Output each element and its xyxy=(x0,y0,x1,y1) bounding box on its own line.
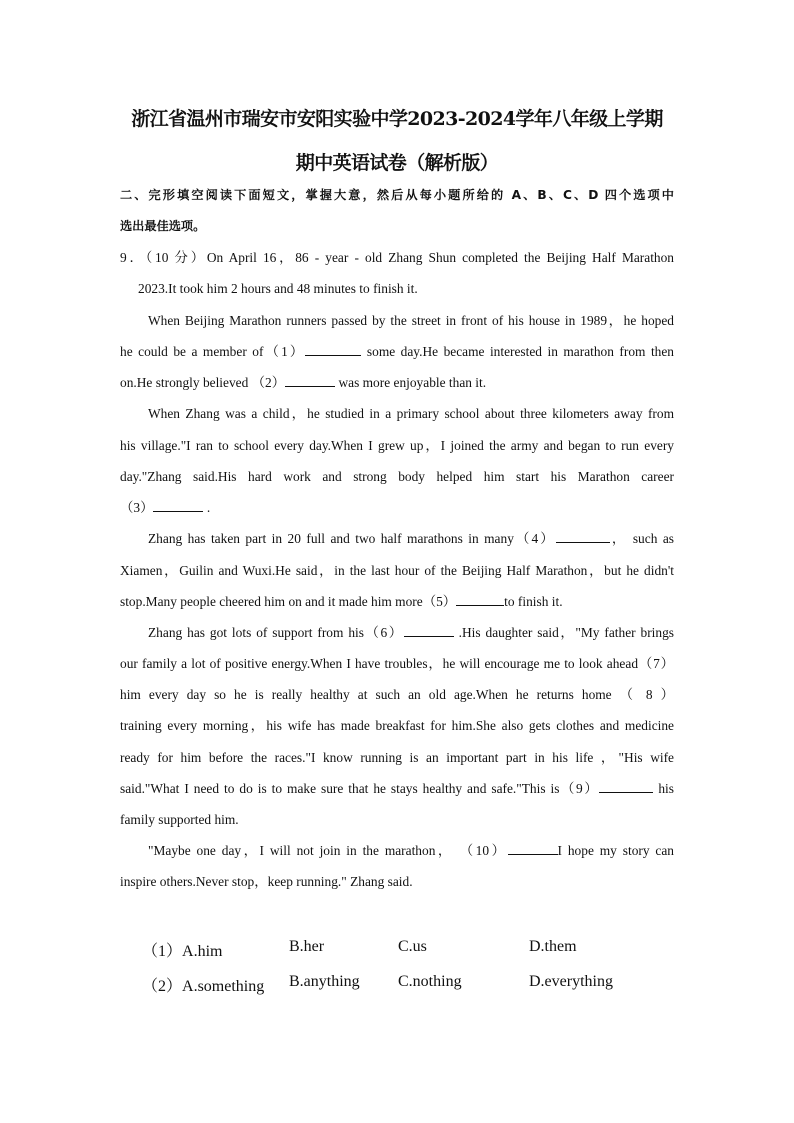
passage-text: stop.Many people cheered him on and it made him more（5） xyxy=(120,594,457,609)
blank-3[interactable] xyxy=(153,499,203,512)
option-row-2 xyxy=(142,973,264,996)
blank-1[interactable] xyxy=(305,343,361,356)
passage-line-20 xyxy=(148,835,674,866)
passage-text: on.He strongly believed （2） xyxy=(120,375,286,390)
passage-text: Zhang has taken part in 20 full and two half marathons in many（4） xyxy=(148,531,556,546)
option-number: （1） xyxy=(142,943,183,960)
blank-9[interactable] xyxy=(599,780,653,793)
option-c[interactable]: C.nothing xyxy=(398,973,462,990)
passage-line-18 xyxy=(120,773,674,804)
passage-text: his xyxy=(653,781,674,796)
option-d[interactable]: D.everything xyxy=(529,973,613,990)
passage-line-13 xyxy=(148,617,674,648)
blank-4[interactable] xyxy=(556,530,610,543)
passage-text: .His daughter said，"My father brings xyxy=(453,625,674,640)
passage-text: some day.He became interested in marathon from then xyxy=(361,344,674,359)
page-title-line-1: 浙江省温州市瑞安市安阳实验中学2023-2024学年八年级上学期 xyxy=(131,108,663,130)
passage-line-19: family supported him. xyxy=(120,812,239,827)
passage-text: "Maybe one day，I will not join in the marathon， （10） xyxy=(148,843,508,858)
blank-6[interactable] xyxy=(404,624,454,637)
section-instructions xyxy=(120,180,674,242)
option-number: （2） xyxy=(142,978,183,995)
passage-line-12 xyxy=(120,586,674,617)
passage-line-9 xyxy=(120,492,674,523)
blank-10[interactable] xyxy=(508,842,558,855)
option-b[interactable]: B.her xyxy=(289,938,325,955)
passage-line-11: Xiamen，Guilin and Wuxi.He said，in the last hour of the Beijing Half Marathon，but he didn't xyxy=(120,563,674,578)
instruction-line-2: 选出最佳选项。 xyxy=(120,219,206,233)
passage-text: I hope my story can xyxy=(557,843,675,858)
option-row-1 xyxy=(142,938,222,961)
passage-line-5 xyxy=(120,367,674,398)
passage-line-6: When Zhang was a child，he studied in a primary school about three kilometers away from xyxy=(148,406,674,421)
passage-text: Zhang has got lots of support from his（6） xyxy=(148,625,404,640)
passage-line-17: ready for him before the races."I know running is an important part in his life ，"His wife xyxy=(120,750,674,765)
passage-line-2: 2023.It took him 2 hours and 48 minutes to finish it. xyxy=(138,281,418,296)
instruction-line-1: 二、完形填空阅读下面短文，掌握大意，然后从每小题所给的 A、B、C、D 四个选项中 xyxy=(120,188,674,202)
passage-text: On April 16，86 - year - old Zhang Shun completed the Beijing Half Marathon xyxy=(206,250,675,265)
passage-line-10 xyxy=(148,523,674,554)
passage-line-4 xyxy=(120,336,674,367)
passage-text: ， such as xyxy=(609,531,675,546)
passage-line-7: his village."I ran to school every day.When I grew up，I joined the army and began to run every xyxy=(120,438,674,453)
blank-2[interactable] xyxy=(285,374,335,387)
passage-text: said."What I need to do is to make sure that he stays healthy and safe."This is（9） xyxy=(120,781,600,796)
passage-text: . xyxy=(203,500,211,515)
passage-line-15: him every day so he is really healthy at such an old age.When he returns home （ 8 ） xyxy=(120,687,674,702)
page-title-line-2: 期中英语试卷（解析版） xyxy=(295,152,499,174)
question-number: 9．（10 分） xyxy=(120,250,207,265)
option-c[interactable]: C.us xyxy=(398,938,427,955)
passage-line-8: day."Zhang said.His hard work and strong body helped him start his Marathon career xyxy=(120,469,674,484)
option-a[interactable]: A.him xyxy=(182,943,223,960)
option-a[interactable]: A.something xyxy=(182,978,265,995)
passage-line-1 xyxy=(120,242,674,273)
passage-line-14: our family a lot of positive energy.When I have troubles，he will encourage me to look ahead（7） xyxy=(120,656,674,671)
passage-line-3: When Beijing Marathon runners passed by the street in front of his house in 1989，he hoped xyxy=(148,313,674,328)
option-d[interactable]: D.them xyxy=(529,938,577,955)
passage-line-21: inspire others.Never stop，keep running." Zhang said. xyxy=(120,874,413,889)
passage-line-16: training every morning，his wife has made breakfast for him.She also gets clothes and medicine xyxy=(120,718,674,733)
blank-5[interactable] xyxy=(456,593,504,606)
passage-text: to finish it. xyxy=(504,594,563,609)
passage-text: （3） xyxy=(120,500,154,515)
passage-text: he could be a member of（1） xyxy=(120,344,306,359)
option-b[interactable]: B.anything xyxy=(289,973,360,990)
passage-text: was more enjoyable than it. xyxy=(335,375,487,390)
